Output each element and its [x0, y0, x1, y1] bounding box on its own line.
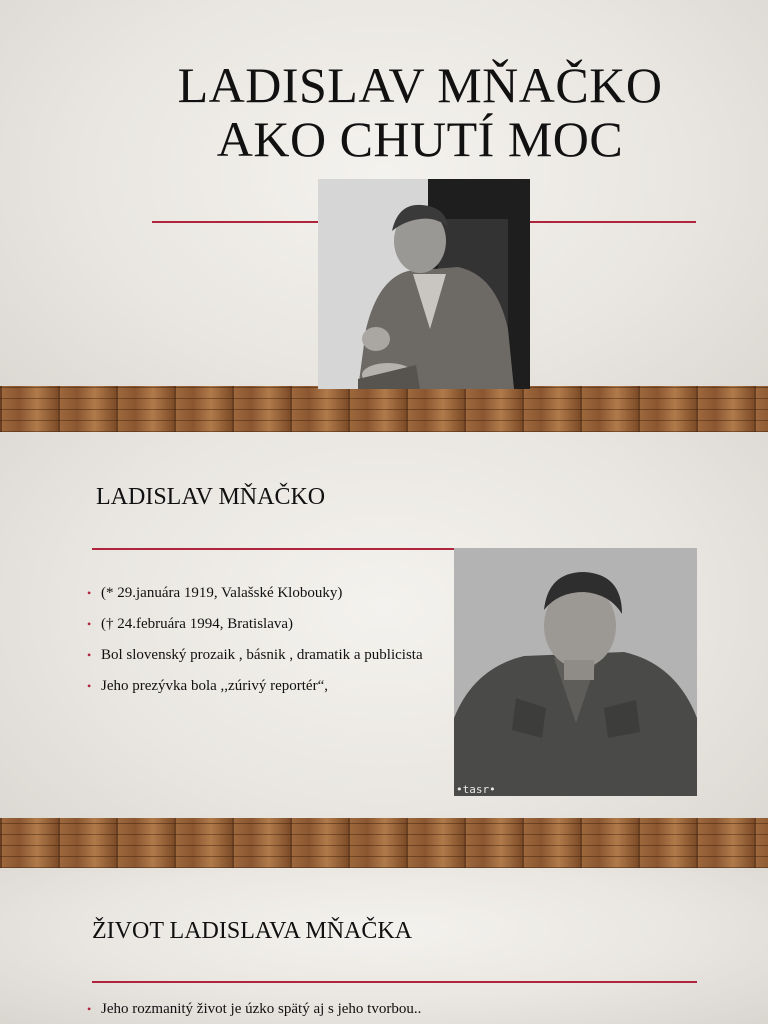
list-item-text: († 24.februára 1994, Bratislava): [101, 616, 294, 632]
bullet-icon: •: [87, 679, 92, 693]
slide-life: [0, 868, 768, 1024]
biography-bullet-list: [86, 584, 456, 708]
wood-floor: [0, 818, 768, 868]
title-line-2: AKO CHUTÍ MOC: [216, 111, 624, 167]
bullet-icon: •: [87, 648, 92, 662]
portrait-photo-jacket: [454, 548, 697, 796]
portrait-photo-seated: [318, 179, 530, 389]
slide-title: [0, 0, 768, 432]
portrait-jacket-image: [454, 548, 697, 796]
slide-2-title: LADISLAV MŇAČKO: [96, 484, 326, 510]
list-item: [86, 584, 456, 602]
list-item-text: Bol slovenský prozaik , básnik , dramatik a publicista: [101, 647, 423, 663]
title-rule-left: [152, 221, 318, 223]
photo-watermark: •tasr•: [456, 783, 496, 796]
slide-3-title: ŽIVOT LADISLAVA MŇAČKA: [92, 918, 413, 944]
title-line-1: LADISLAV MŇAČKO: [177, 57, 663, 113]
life-bullet-list: [86, 1000, 456, 1024]
list-item-text: Jeho prezývka bola ,,zúrivý reportér“,: [101, 678, 328, 694]
portrait-seated-image: [318, 179, 530, 389]
list-item-text: Jeho rozmanitý život je úzko spätý aj s jeho tvorbou..: [101, 1001, 422, 1017]
title-rule-right: [530, 221, 696, 223]
list-item: [86, 677, 456, 695]
wood-floor: [0, 386, 768, 432]
list-item-text: (* 29.januára 1919, Valašské Klobouky): [101, 585, 343, 601]
bullet-icon: •: [87, 617, 92, 631]
list-item: [86, 646, 456, 664]
list-item: [86, 615, 456, 633]
list-item: [86, 1000, 456, 1018]
slide-1-title: [140, 58, 700, 166]
slide-biography: [0, 432, 768, 868]
bullet-icon: •: [87, 1002, 92, 1016]
bullet-icon: •: [87, 586, 92, 600]
slide-3-rule: [92, 981, 697, 983]
